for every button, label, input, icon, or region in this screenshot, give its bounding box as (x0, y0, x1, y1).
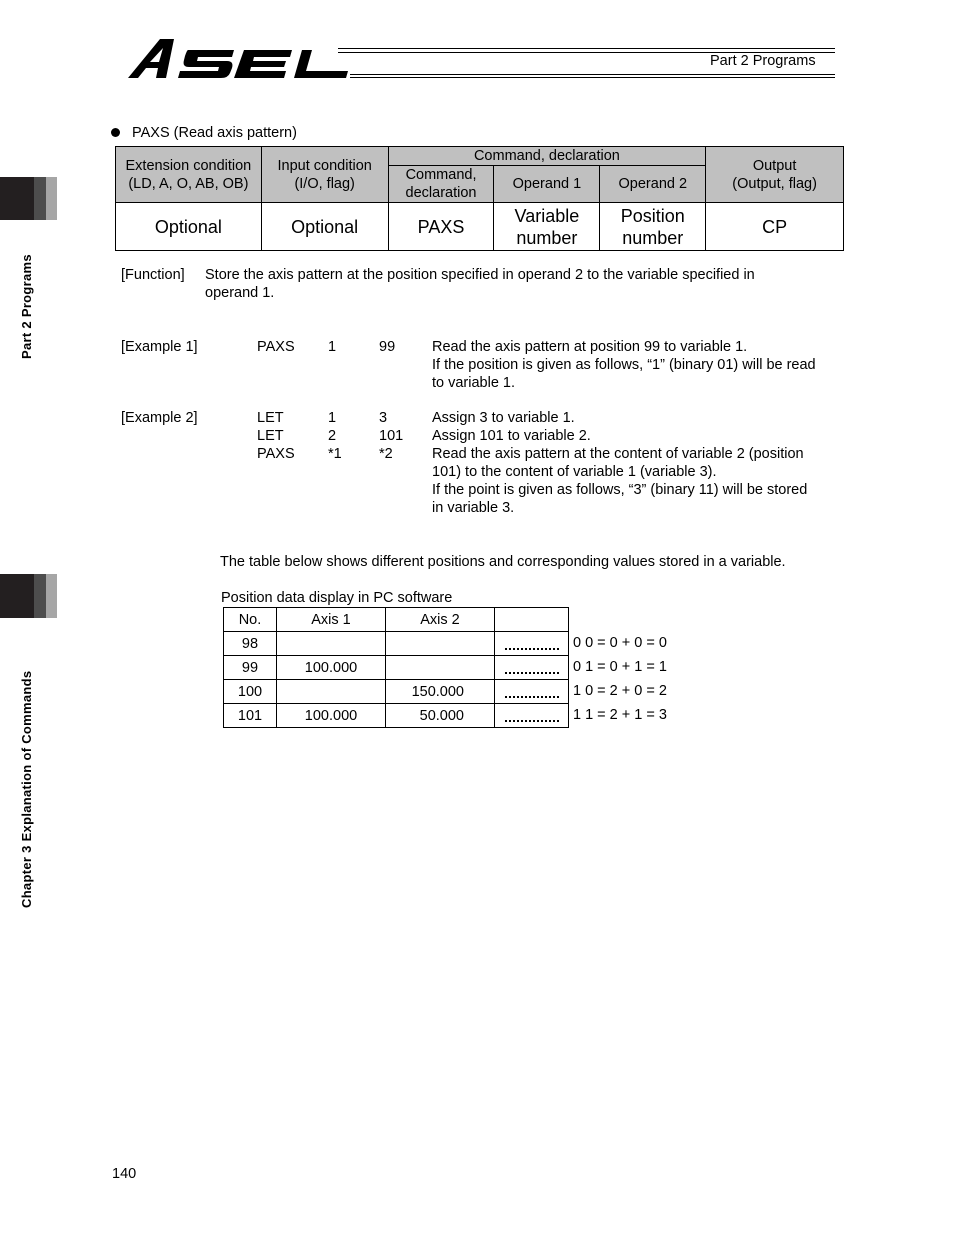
pos-axis2: 150.000 (386, 680, 495, 704)
table-row (224, 680, 569, 704)
example2-row3-desc-2: 101) to the content of variable 1 (variable 3). (432, 464, 717, 480)
example2-row2-op2: 101 (379, 428, 404, 444)
pos-pattern (495, 680, 569, 704)
example1-desc-3: to variable 1. (432, 375, 516, 391)
section-title: PAXS (Read axis pattern) (132, 125, 297, 141)
position-table-caption: Position data display in PC software (221, 590, 453, 606)
example2-row3-desc-3: If the point is given as follows, “3” (binary 11) will be stored (432, 482, 808, 498)
header-operand2: Operand 2 (600, 166, 706, 203)
pos-pattern (495, 632, 569, 656)
pos-result-101: 1 1 = 2 + 1 = 3 (573, 707, 667, 723)
example2-row1-op2: 3 (379, 410, 388, 426)
dotted-leader (505, 692, 559, 698)
side-tab-lower (0, 574, 57, 618)
table-intro: The table below shows different positions and corresponding values stored in a variable. (220, 554, 786, 570)
pos-axis1 (277, 680, 386, 704)
pos-axis1: 100.000 (277, 656, 386, 680)
table-row (224, 656, 569, 680)
example1-label: [Example 1] (121, 339, 198, 355)
side-tab-upper (0, 177, 57, 220)
position-table (223, 607, 569, 728)
pos-no: 101 (224, 704, 277, 728)
pos-axis1: 100.000 (277, 704, 386, 728)
example2-row3-op2: *2 (379, 446, 393, 462)
function-line-1: Store the axis pattern at the position specified in operand 2 to the variable specified in (205, 267, 755, 283)
example1-op2: 99 (379, 339, 396, 355)
example2-row1-op1: 1 (328, 410, 337, 426)
dotted-leader (505, 644, 559, 650)
example2-row1-command: LET (257, 410, 284, 426)
dotted-leader (505, 716, 559, 722)
pos-result-100: 1 0 = 2 + 0 = 2 (573, 683, 667, 699)
pos-axis1 (277, 632, 386, 656)
pos-result-98: 0 0 = 0 + 0 = 0 (573, 635, 667, 651)
example2-row3-desc-1: Read the axis pattern at the content of variable 2 (position (432, 446, 804, 462)
example2-row1-desc: Assign 3 to variable 1. (432, 410, 575, 426)
header-input: Input condition (I/O, flag) (261, 147, 388, 203)
cell-operand1: Variable number (494, 203, 600, 251)
header-rule-top (338, 48, 835, 49)
page-number: 140 (112, 1166, 137, 1182)
pos-header-no: No. (224, 608, 277, 632)
example1-command: PAXS (257, 339, 295, 355)
header-command-group: Command, declaration (388, 147, 706, 166)
example2-row3-command: PAXS (257, 446, 295, 462)
pos-axis2: 50.000 (386, 704, 495, 728)
pos-header-blank (495, 608, 569, 632)
header-rule-bottom2 (350, 77, 835, 78)
header-operand1: Operand 1 (494, 166, 600, 203)
cell-extension: Optional (116, 203, 262, 251)
dotted-leader (505, 668, 559, 674)
table-row (224, 704, 569, 728)
pos-pattern (495, 704, 569, 728)
example2-row3-op1: *1 (328, 446, 342, 462)
side-label-chapter: Chapter 3 Explanation of Commands (19, 670, 34, 908)
function-line-2: operand 1. (205, 285, 275, 301)
pos-axis2 (386, 656, 495, 680)
example1-desc-2: If the position is given as follows, “1” (binary 01) will be read (432, 357, 816, 373)
side-label-part: Part 2 Programs (19, 254, 34, 359)
table-row (224, 632, 569, 656)
example2-row2-command: LET (257, 428, 284, 444)
example1-desc-1: Read the axis pattern at position 99 to variable 1. (432, 339, 748, 355)
cell-command: PAXS (388, 203, 494, 251)
example2-row3-desc-4: in variable 3. (432, 500, 515, 516)
pos-axis2 (386, 632, 495, 656)
pos-header-axis1: Axis 1 (277, 608, 386, 632)
header-output: Output (Output, flag) (706, 147, 844, 203)
command-table (115, 146, 844, 251)
example2-label: [Example 2] (121, 410, 198, 426)
header-part-label: Part 2 Programs (710, 53, 816, 69)
pos-header-axis2: Axis 2 (386, 608, 495, 632)
pos-no: 99 (224, 656, 277, 680)
header-rule-bottom (350, 74, 835, 75)
pos-no: 98 (224, 632, 277, 656)
header-command: Command, declaration (388, 166, 494, 203)
function-label: [Function] (121, 267, 185, 283)
example2-row2-op1: 2 (328, 428, 337, 444)
asel-logo (126, 36, 348, 80)
cell-output: CP (706, 203, 844, 251)
bullet-icon (111, 128, 120, 137)
pos-no: 100 (224, 680, 277, 704)
example2-row2-desc: Assign 101 to variable 2. (432, 428, 591, 444)
pos-result-99: 0 1 = 0 + 1 = 1 (573, 659, 667, 675)
cell-input: Optional (261, 203, 388, 251)
example1-op1: 1 (328, 339, 337, 355)
cell-operand2: Position number (600, 203, 706, 251)
header-extension: Extension condition (LD, A, O, AB, OB) (116, 147, 262, 203)
pos-pattern (495, 656, 569, 680)
